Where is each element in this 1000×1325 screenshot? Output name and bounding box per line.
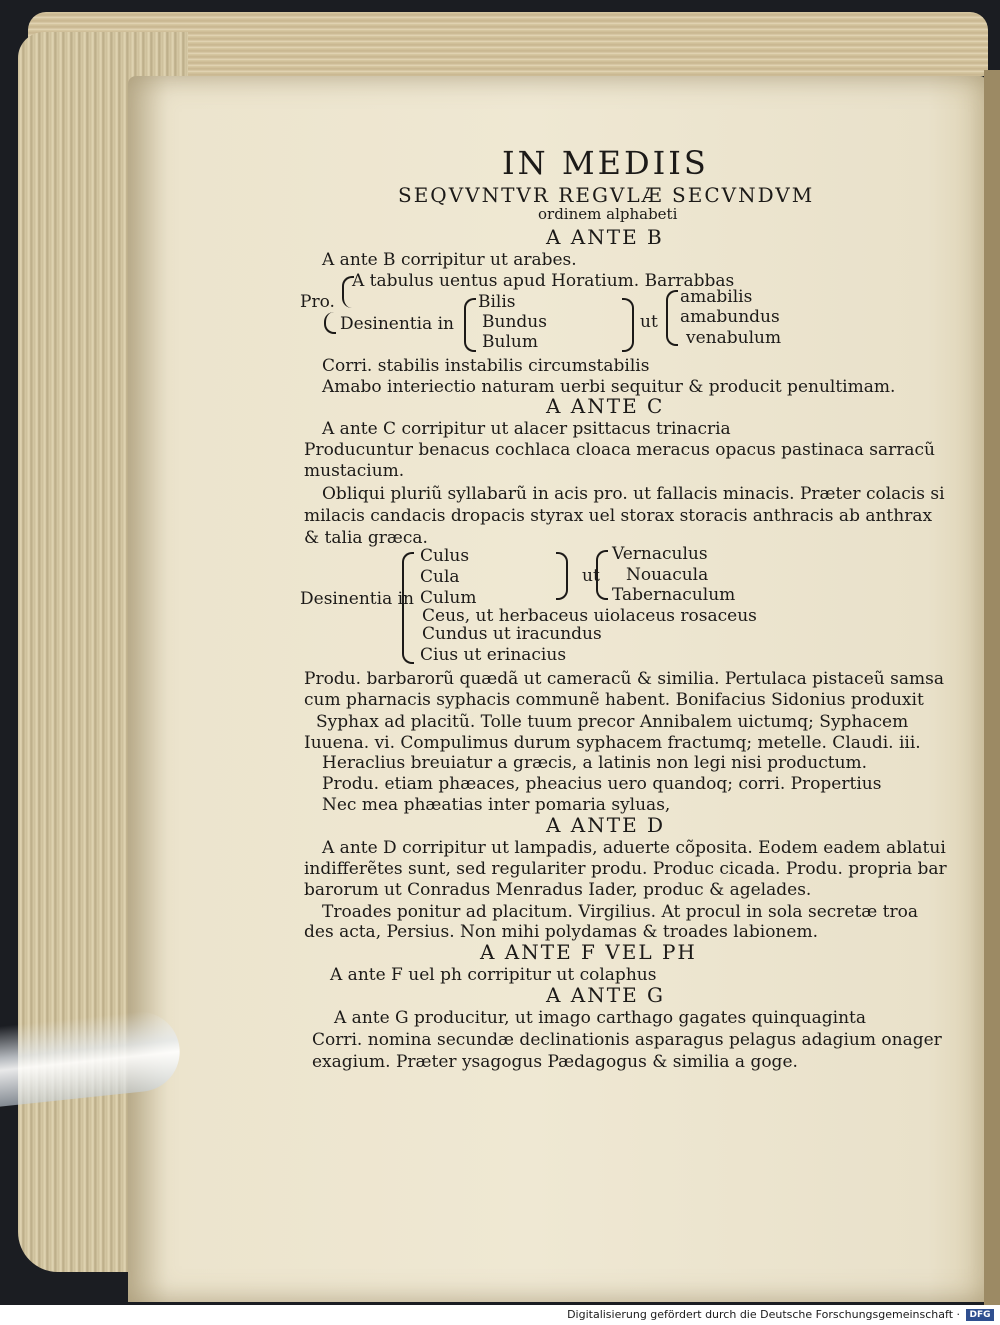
- text-line: Troades ponitur ad placitum. Virgilius. At procul in sola secretæ troa: [322, 902, 919, 922]
- text-line: Ceus, ut herbaceus uiolaceus rosaceus: [422, 606, 757, 626]
- text-line: des acta, Persius. Non mihi polydamas & troades labionem.: [304, 922, 818, 942]
- text-line: ut: [582, 566, 600, 586]
- text-line: Cius ut erinacius: [420, 645, 567, 665]
- text-line: Bulum: [482, 332, 538, 352]
- section-heading: A ANTE C: [546, 394, 665, 418]
- text-line: Culum: [420, 588, 477, 608]
- text-line: A ante F uel ph corripitur ut colaphus: [330, 965, 657, 985]
- text-line: Culus: [420, 546, 470, 566]
- text-line: Desinentia in: [340, 314, 455, 334]
- section-heading: A ANTE F VEL PH: [480, 940, 697, 964]
- text-line: Amabo interiectio naturam uerbi sequitur & producit penultimam.: [322, 377, 896, 397]
- text-line: Nec mea phæatias inter pomaria syluas,: [322, 795, 671, 815]
- text-line: cum pharnacis syphacis communẽ habent. Bonifacius Sidonius produxit: [304, 690, 924, 710]
- text-line: Produ. barbarorũ quædã ut cameracũ & similia. Pertulaca pistaceũ samsa: [304, 669, 944, 689]
- text-line: Obliqui pluriũ syllabarũ in acis pro. ut fallacis minacis. Præter colacis si: [322, 484, 945, 504]
- text-line: Produ. etiam phæaces, pheacius uero quandoq; corri. Propertius: [322, 774, 882, 794]
- page-subtitle-2: ordinem alphabeti: [538, 205, 678, 223]
- section-heading: A ANTE G: [546, 983, 666, 1007]
- text-line: Iuuena. vi. Compulimus durum syphacem fractumq; metelle. Claudi. iii.: [304, 733, 921, 753]
- text-line: exagium. Præter ysagogus Pædagogus & similia a goge.: [312, 1052, 798, 1072]
- brace: [666, 290, 678, 346]
- text-line: indifferẽtes sunt, sed regulariter produ. Produc cicada. Produ. propria bar: [304, 859, 947, 879]
- brace: [464, 298, 476, 352]
- text-line: Corri. stabilis instabilis circumstabilis: [322, 356, 650, 376]
- text-line: Producuntur benacus cochlaca cloaca meracus opacus pastinaca sarracũ: [304, 440, 935, 460]
- brace: [556, 552, 568, 600]
- credit-footer: [0, 1305, 1000, 1325]
- text-line: milacis candacis dropacis styrax uel storax storacis anthracis ab anthrax: [304, 506, 933, 526]
- text-line: amabundus: [680, 307, 780, 327]
- text-line: Cula: [420, 567, 460, 587]
- section-heading: A ANTE D: [546, 813, 666, 837]
- text-line: Heraclius breuiatur a græcis, a latinis non legi nisi productum.: [322, 753, 868, 773]
- section-heading: A ANTE B: [546, 225, 664, 249]
- credit-text: Digitalisierung gefördert durch die Deutsche Forschungsgemeinschaft ·: [567, 1308, 960, 1321]
- text-line: Tabernaculum: [612, 585, 736, 605]
- text-line: A tabulus uentus apud Horatium. Barrabbas: [352, 271, 735, 291]
- text-line: Bundus: [482, 312, 547, 332]
- brace: [622, 298, 634, 352]
- text-line: amabilis: [680, 287, 753, 307]
- text-line: A ante G producitur, ut imago carthago gagates quinquaginta: [334, 1008, 867, 1028]
- text-line: Pro.: [300, 292, 335, 312]
- text-line: Nouacula: [626, 565, 709, 585]
- text-line: Cundus ut iracundus: [422, 624, 602, 644]
- text-line: Bilis: [478, 292, 516, 312]
- text-line: mustacium.: [304, 461, 405, 481]
- text-line: ut: [640, 312, 658, 332]
- text-line: Corri. nomina secundæ declinationis asparagus pelagus adagium onager: [312, 1030, 942, 1050]
- text-line: barorum ut Conradus Menradus Iader, produc & agelades.: [304, 880, 812, 900]
- page-subtitle: SEQVVNTVR REGVLÆ SECVNDVM: [398, 183, 815, 207]
- brace: [324, 312, 336, 334]
- dfg-logo: DFG: [966, 1309, 994, 1321]
- text-line: Syphax ad placitũ. Tolle tuum precor Annibalem uictumq; Syphacem: [316, 712, 909, 732]
- text-line: A ante B corripitur ut arabes.: [322, 250, 577, 270]
- page-title: IN MEDIIS: [502, 144, 709, 182]
- text-line: A ante C corripitur ut alacer psittacus trinacria: [322, 419, 731, 439]
- text-line: venabulum: [686, 328, 782, 348]
- text-line: A ante D corripitur ut lampadis, aduerte cõposita. Eodem eadem ablatui: [322, 838, 946, 858]
- text-line: & talia græca.: [304, 528, 428, 548]
- text-line: Desinentia in: [300, 589, 415, 609]
- text-line: Vernaculus: [612, 544, 708, 564]
